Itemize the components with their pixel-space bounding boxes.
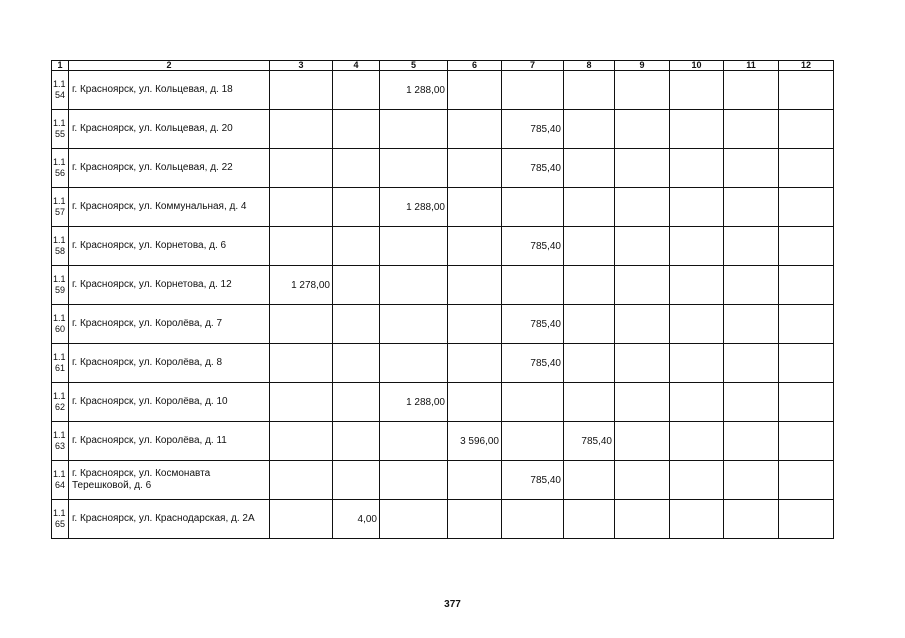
address-cell: г. Красноярск, ул. Корнетова, д. 6 [69, 227, 270, 266]
table-row [52, 500, 834, 539]
value-cell-col-4: 4,00 [333, 500, 380, 539]
value-cell-col-10 [670, 110, 724, 149]
column-header: 2 [69, 61, 270, 71]
value-cell-col-3 [270, 500, 333, 539]
value-cell-col-6: 3 596,00 [448, 422, 502, 461]
value-cell-col-6 [448, 461, 502, 500]
value-cell-col-12 [779, 149, 834, 188]
row-number-prefix: 1.1 [53, 235, 66, 245]
row-number-suffix: 62 [55, 402, 66, 412]
value-cell-col-4 [333, 149, 380, 188]
value-cell-col-3 [270, 305, 333, 344]
value-cell-col-7: 785,40 [502, 149, 564, 188]
value-cell-col-7 [502, 383, 564, 422]
row-number-prefix: 1.1 [53, 79, 66, 89]
value-cell-col-11 [724, 500, 779, 539]
value-cell-col-9 [615, 266, 670, 305]
value-cell-col-10 [670, 188, 724, 227]
value-cell-col-10 [670, 383, 724, 422]
value-cell-col-6 [448, 266, 502, 305]
value-cell-col-7 [502, 71, 564, 110]
value-cell-col-4 [333, 305, 380, 344]
value-cell-col-12 [779, 461, 834, 500]
address-cell: г. Красноярск, ул. Кольцевая, д. 22 [69, 149, 270, 188]
value-cell-col-9 [615, 383, 670, 422]
value-cell-col-10 [670, 461, 724, 500]
value-cell-col-6 [448, 227, 502, 266]
value-cell-col-12 [779, 110, 834, 149]
value-cell-col-11 [724, 422, 779, 461]
value-cell-col-3 [270, 71, 333, 110]
address-cell: г. Красноярск, ул. Кольцевая, д. 20 [69, 110, 270, 149]
value-cell-col-4 [333, 266, 380, 305]
table-row [52, 188, 834, 227]
column-header: 3 [270, 61, 333, 71]
row-number-suffix: 54 [55, 90, 66, 100]
address-cell: г. Красноярск, ул. Королёва, д. 11 [69, 422, 270, 461]
value-cell-col-12 [779, 227, 834, 266]
value-cell-col-6 [448, 383, 502, 422]
row-number-cell [52, 422, 69, 461]
value-cell-col-10 [670, 149, 724, 188]
row-number-suffix: 57 [55, 207, 66, 217]
row-number-cell [52, 71, 69, 110]
value-cell-col-8 [564, 71, 615, 110]
address-cell: г. Красноярск, ул. Королёва, д. 8 [69, 344, 270, 383]
address-cell: г. Красноярск, ул. Космонавта Терешковой, д. 6 [69, 461, 270, 500]
value-cell-col-8 [564, 461, 615, 500]
column-header: 7 [502, 61, 564, 71]
value-cell-col-10 [670, 71, 724, 110]
value-cell-col-5 [380, 227, 448, 266]
value-cell-col-8 [564, 149, 615, 188]
value-cell-col-8: 785,40 [564, 422, 615, 461]
row-number-prefix: 1.1 [53, 430, 66, 440]
value-cell-col-12 [779, 422, 834, 461]
value-cell-col-10 [670, 266, 724, 305]
row-number-cell [52, 461, 69, 500]
table-row [52, 461, 834, 500]
header-row [52, 61, 834, 71]
value-cell-col-9 [615, 71, 670, 110]
value-cell-col-3 [270, 110, 333, 149]
row-number-prefix: 1.1 [53, 274, 66, 284]
row-number-suffix: 58 [55, 246, 66, 256]
row-number-cell [52, 227, 69, 266]
value-cell-col-7 [502, 422, 564, 461]
column-header: 8 [564, 61, 615, 71]
value-cell-col-4 [333, 461, 380, 500]
value-cell-col-12 [779, 305, 834, 344]
value-cell-col-9 [615, 149, 670, 188]
value-cell-col-9 [615, 305, 670, 344]
table-row [52, 266, 834, 305]
column-header: 1 [52, 61, 69, 71]
value-cell-col-11 [724, 305, 779, 344]
value-cell-col-5 [380, 422, 448, 461]
row-number-suffix: 64 [55, 480, 66, 490]
value-cell-col-7: 785,40 [502, 227, 564, 266]
table-row [52, 71, 834, 110]
row-number-cell [52, 305, 69, 344]
value-cell-col-9 [615, 500, 670, 539]
value-cell-col-8 [564, 188, 615, 227]
page-number: 377 [444, 599, 461, 610]
value-cell-col-9 [615, 188, 670, 227]
value-cell-col-5: 1 288,00 [380, 71, 448, 110]
value-cell-col-4 [333, 227, 380, 266]
value-cell-col-6 [448, 188, 502, 227]
row-number-suffix: 56 [55, 168, 66, 178]
table-row [52, 227, 834, 266]
address-cell: г. Красноярск, ул. Королёва, д. 10 [69, 383, 270, 422]
value-cell-col-6 [448, 500, 502, 539]
value-cell-col-12 [779, 383, 834, 422]
table-row [52, 422, 834, 461]
value-cell-col-5 [380, 266, 448, 305]
value-cell-col-7: 785,40 [502, 461, 564, 500]
value-cell-col-7: 785,40 [502, 305, 564, 344]
value-cell-col-4 [333, 71, 380, 110]
document-sheet [51, 60, 833, 539]
table-row [52, 344, 834, 383]
row-number-cell [52, 266, 69, 305]
row-number-prefix: 1.1 [53, 391, 66, 401]
data-table [51, 60, 834, 539]
value-cell-col-4 [333, 422, 380, 461]
value-cell-col-7 [502, 188, 564, 227]
value-cell-col-11 [724, 71, 779, 110]
value-cell-col-6 [448, 149, 502, 188]
row-number-prefix: 1.1 [53, 352, 66, 362]
value-cell-col-9 [615, 110, 670, 149]
value-cell-col-4 [333, 344, 380, 383]
value-cell-col-11 [724, 149, 779, 188]
value-cell-col-3: 1 278,00 [270, 266, 333, 305]
column-header: 12 [779, 61, 834, 71]
row-number-prefix: 1.1 [53, 118, 66, 128]
value-cell-col-8 [564, 500, 615, 539]
address-cell: г. Красноярск, ул. Краснодарская, д. 2А [69, 500, 270, 539]
column-header: 10 [670, 61, 724, 71]
value-cell-col-12 [779, 266, 834, 305]
row-number-prefix: 1.1 [53, 196, 66, 206]
row-number-prefix: 1.1 [53, 157, 66, 167]
value-cell-col-11 [724, 383, 779, 422]
value-cell-col-12 [779, 188, 834, 227]
value-cell-col-8 [564, 383, 615, 422]
value-cell-col-5: 1 288,00 [380, 383, 448, 422]
value-cell-col-4 [333, 110, 380, 149]
value-cell-col-5: 1 288,00 [380, 188, 448, 227]
column-header: 9 [615, 61, 670, 71]
row-number-cell [52, 500, 69, 539]
table-row [52, 110, 834, 149]
value-cell-col-5 [380, 344, 448, 383]
value-cell-col-10 [670, 344, 724, 383]
value-cell-col-4 [333, 383, 380, 422]
value-cell-col-3 [270, 227, 333, 266]
value-cell-col-6 [448, 344, 502, 383]
value-cell-col-7: 785,40 [502, 344, 564, 383]
value-cell-col-3 [270, 383, 333, 422]
value-cell-col-8 [564, 227, 615, 266]
table-row [52, 305, 834, 344]
row-number-cell [52, 110, 69, 149]
value-cell-col-9 [615, 422, 670, 461]
value-cell-col-11 [724, 188, 779, 227]
column-header: 6 [448, 61, 502, 71]
row-number-cell [52, 383, 69, 422]
value-cell-col-6 [448, 305, 502, 344]
address-cell: г. Красноярск, ул. Королёва, д. 7 [69, 305, 270, 344]
value-cell-col-12 [779, 500, 834, 539]
value-cell-col-12 [779, 71, 834, 110]
column-header: 11 [724, 61, 779, 71]
value-cell-col-9 [615, 227, 670, 266]
value-cell-col-4 [333, 188, 380, 227]
row-number-cell [52, 149, 69, 188]
value-cell-col-11 [724, 461, 779, 500]
value-cell-col-7: 785,40 [502, 110, 564, 149]
value-cell-col-10 [670, 500, 724, 539]
row-number-suffix: 61 [55, 363, 66, 373]
column-header: 4 [333, 61, 380, 71]
value-cell-col-6 [448, 71, 502, 110]
value-cell-col-8 [564, 344, 615, 383]
value-cell-col-7 [502, 500, 564, 539]
value-cell-col-3 [270, 344, 333, 383]
value-cell-col-11 [724, 110, 779, 149]
value-cell-col-8 [564, 110, 615, 149]
value-cell-col-9 [615, 344, 670, 383]
value-cell-col-5 [380, 461, 448, 500]
row-number-suffix: 55 [55, 129, 66, 139]
value-cell-col-10 [670, 305, 724, 344]
row-number-suffix: 65 [55, 519, 66, 529]
table-body [52, 71, 834, 539]
value-cell-col-11 [724, 266, 779, 305]
table-row [52, 149, 834, 188]
value-cell-col-5 [380, 110, 448, 149]
row-number-cell [52, 188, 69, 227]
value-cell-col-7 [502, 266, 564, 305]
row-number-cell [52, 344, 69, 383]
value-cell-col-5 [380, 500, 448, 539]
row-number-suffix: 60 [55, 324, 66, 334]
row-number-prefix: 1.1 [53, 469, 66, 479]
value-cell-col-10 [670, 227, 724, 266]
value-cell-col-8 [564, 266, 615, 305]
value-cell-col-3 [270, 461, 333, 500]
value-cell-col-8 [564, 305, 615, 344]
value-cell-col-11 [724, 227, 779, 266]
value-cell-col-5 [380, 149, 448, 188]
address-cell: г. Красноярск, ул. Кольцевая, д. 18 [69, 71, 270, 110]
value-cell-col-12 [779, 344, 834, 383]
value-cell-col-5 [380, 305, 448, 344]
row-number-prefix: 1.1 [53, 508, 66, 518]
value-cell-col-3 [270, 422, 333, 461]
address-cell: г. Красноярск, ул. Коммунальная, д. 4 [69, 188, 270, 227]
row-number-prefix: 1.1 [53, 313, 66, 323]
column-header: 5 [380, 61, 448, 71]
row-number-suffix: 59 [55, 285, 66, 295]
table-row [52, 383, 834, 422]
value-cell-col-9 [615, 461, 670, 500]
value-cell-col-11 [724, 344, 779, 383]
value-cell-col-10 [670, 422, 724, 461]
address-cell: г. Красноярск, ул. Корнетова, д. 12 [69, 266, 270, 305]
value-cell-col-6 [448, 110, 502, 149]
row-number-suffix: 63 [55, 441, 66, 451]
value-cell-col-3 [270, 188, 333, 227]
value-cell-col-3 [270, 149, 333, 188]
